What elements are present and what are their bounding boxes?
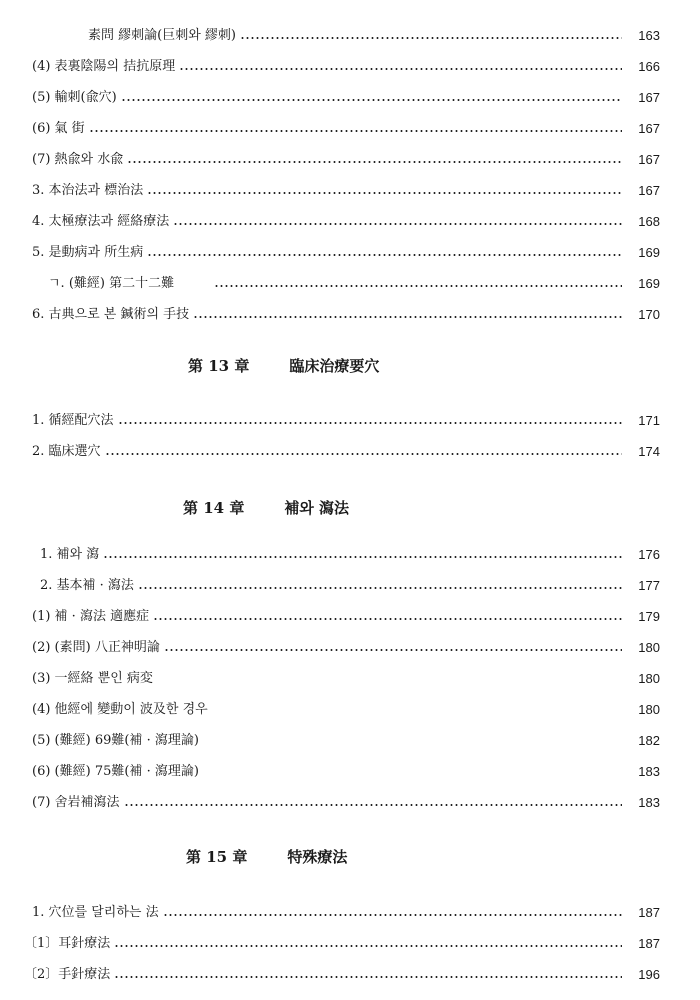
toc-entry-page: 182 [638, 733, 660, 748]
toc-entry-label: (6) (難經) 75難(補 · 瀉理論) [32, 764, 199, 779]
toc-entry [0, 268, 700, 299]
toc-entry [0, 694, 700, 725]
dot-leader [193, 316, 622, 318]
toc-entry-page: 169 [638, 276, 660, 291]
toc-entry [0, 82, 700, 113]
dot-leader [118, 422, 622, 424]
chapter-number: 第 13 章 [188, 357, 250, 375]
toc-entry-page: 171 [638, 413, 660, 428]
toc-entry-page: 179 [638, 609, 660, 624]
dot-leader [173, 223, 622, 225]
toc-entry [0, 570, 700, 601]
toc-entry-label: 4. 太極療法과 經絡療法 [32, 214, 170, 229]
toc-entry-page: 187 [638, 905, 660, 920]
toc-entry [0, 175, 700, 206]
toc-entry-page: 169 [638, 245, 660, 260]
toc-entry [0, 928, 700, 959]
dot-leader [89, 130, 622, 132]
dot-leader [114, 976, 622, 978]
toc-entry [0, 663, 700, 694]
dot-leader [138, 587, 622, 589]
dot-leader [127, 161, 622, 163]
toc-entry-page: 177 [638, 578, 660, 593]
toc-entry [0, 299, 700, 330]
dot-leader [124, 804, 622, 806]
toc-entry-label: 素問 繆刺論(巨刺와 繆刺) [88, 28, 236, 43]
chapter-title: 補와 瀉法 [284, 499, 350, 517]
toc-entry [0, 539, 700, 570]
toc-entry-label: ㄱ. (難經) 第二十二難 [48, 276, 175, 291]
toc-entry [0, 206, 700, 237]
toc-entry-label: (2) (素問) 八正神明論 [32, 640, 160, 655]
dot-leader [121, 99, 622, 101]
toc-entry-page: 174 [638, 444, 660, 459]
toc-entry-label: (4) 表裏陰陽의 拮抗原理 [32, 59, 176, 74]
toc-entry-label: (7) 熱兪와 水兪 [32, 152, 124, 167]
toc-entry-page: 167 [638, 152, 660, 167]
dot-leader [240, 37, 622, 39]
toc-section-ch13 [0, 405, 700, 467]
toc-entry-label: 1. 循經配穴法 [32, 413, 114, 428]
toc-entry-page: 167 [638, 183, 660, 198]
dot-leader [214, 285, 622, 287]
toc-entry-page: 163 [638, 28, 660, 43]
toc-entry [0, 436, 700, 467]
toc-entry-label: (6) 氣 街 [32, 121, 85, 136]
toc-entry-label: (5) 輸刺(兪穴) [32, 90, 117, 105]
toc-entry [0, 632, 700, 663]
toc-entry-label: 1. 穴位를 달리하는 法 [32, 905, 159, 920]
toc-entry [0, 405, 700, 436]
toc-entry [0, 113, 700, 144]
toc-entry-page: 168 [638, 214, 660, 229]
chapter-heading [0, 355, 700, 376]
toc-entry-page: 170 [638, 307, 660, 322]
toc-entry-page: 180 [638, 702, 660, 717]
chapter-number: 第 15 章 [186, 848, 248, 866]
toc-entry-label: 3. 本治法과 標治法 [32, 183, 144, 198]
toc-entry-page: 167 [638, 121, 660, 136]
toc-entry [0, 959, 700, 990]
chapter-number: 第 14 章 [183, 499, 245, 517]
toc-entry [0, 51, 700, 82]
toc-entry [0, 237, 700, 268]
toc-entry-label: 〔1〕耳針療法 [24, 936, 111, 951]
dot-leader [147, 254, 622, 256]
toc-entry-page: 183 [638, 795, 660, 810]
toc-section-ch15 [0, 897, 700, 990]
dot-leader [147, 192, 622, 194]
chapter-title: 特殊療法 [287, 848, 348, 866]
dot-leader [179, 68, 622, 70]
chapter-heading [0, 846, 700, 867]
dot-leader [103, 556, 622, 558]
toc-entry [0, 20, 700, 51]
toc-entry-label: (1) 補 · 瀉法 適應症 [32, 609, 150, 624]
toc-section-continuation [0, 20, 700, 330]
toc-entry-page: 187 [638, 936, 660, 951]
toc-entry [0, 756, 700, 787]
toc-entry-page: 180 [638, 671, 660, 686]
chapter-title: 臨床治療要穴 [289, 357, 380, 375]
toc-entry-label: (5) (難經) 69難(補 · 瀉理論) [32, 733, 199, 748]
dot-leader [163, 914, 622, 916]
toc-entry [0, 144, 700, 175]
toc-entry-label: 6. 古典으로 본 鍼術의 手技 [32, 307, 190, 322]
toc-entry-page: 167 [638, 90, 660, 105]
toc-entry-label: (4) 他經에 變動이 波及한 경우 [32, 702, 208, 717]
toc-entry-label: (7) 舍岩補瀉法 [32, 795, 120, 810]
toc-entry-page: 183 [638, 764, 660, 779]
toc-section-ch14 [0, 539, 700, 818]
toc-entry-label: (3) 一經絡 뿐인 病変 [32, 671, 153, 686]
dot-leader [105, 453, 622, 455]
dot-leader [164, 649, 622, 651]
toc-entry [0, 787, 700, 818]
toc-entry-label: 5. 是動病과 所生病 [32, 245, 144, 260]
toc-entry [0, 897, 700, 928]
toc-entry-label: 〔2〕手針療法 [24, 967, 111, 982]
toc-entry-page: 176 [638, 547, 660, 562]
toc-entry-label: 2. 基本補 · 瀉法 [40, 578, 134, 593]
toc-entry [0, 601, 700, 632]
toc-entry-page: 180 [638, 640, 660, 655]
toc-entry-page: 166 [638, 59, 660, 74]
toc-entry-label: 2. 臨床選穴 [32, 444, 101, 459]
dot-leader [153, 618, 622, 620]
toc-entry-page: 196 [638, 967, 660, 982]
chapter-heading [0, 497, 700, 518]
toc-entry [0, 725, 700, 756]
dot-leader [114, 945, 622, 947]
toc-entry-label: 1. 補와 瀉 [40, 547, 100, 562]
